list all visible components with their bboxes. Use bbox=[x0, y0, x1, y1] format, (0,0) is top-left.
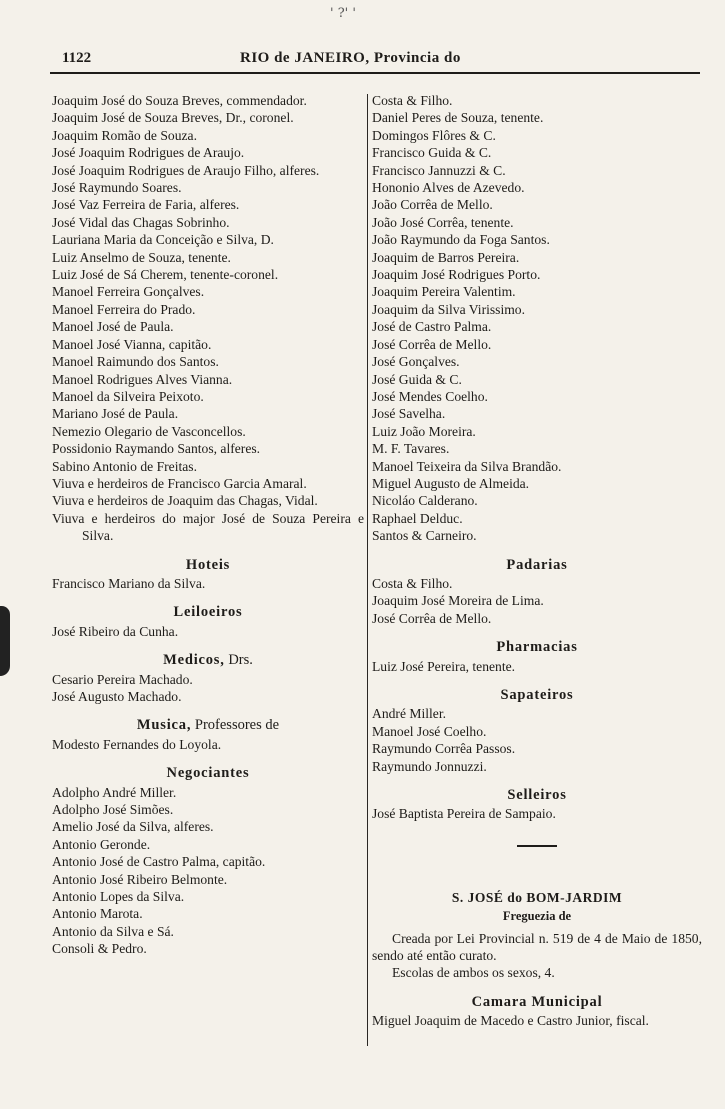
section-heading-negociantes: Negociantes bbox=[166, 765, 250, 782]
directory-entry: José Baptista Pereira de Sampaio. bbox=[372, 806, 556, 822]
directory-entry: Lauriana Maria da Conceição e Silva, D. bbox=[52, 232, 274, 248]
directory-entry: Sabino Antonio de Freitas. bbox=[52, 458, 197, 474]
directory-entry: Antonio Lopes da Silva. bbox=[52, 889, 185, 905]
directory-entry: Possidonio Raymando Santos, alferes. bbox=[52, 441, 261, 457]
directory-entry: Raymundo Jonnuzzi. bbox=[372, 758, 487, 774]
medicos-subheading: Drs. bbox=[224, 652, 253, 669]
directory-entry: Joaquim José do Souza Breves, commendador. bbox=[52, 93, 307, 108]
margin-ink-blot bbox=[0, 606, 10, 676]
directory-entry: Viuva e herdeiros de Francisco Garcia Amaral. bbox=[52, 475, 307, 491]
directory-entry: João Raymundo da Foga Santos. bbox=[372, 232, 550, 248]
directory-entry: João José Corrêa, tenente. bbox=[372, 214, 514, 230]
directory-entry: Joaquim da Silva Virissimo. bbox=[372, 301, 525, 317]
directory-entry: João Corrêa de Mello. bbox=[372, 197, 493, 213]
page-header bbox=[50, 48, 700, 72]
town-heading: S. JOSÉ do BOM-JARDIM bbox=[451, 889, 623, 905]
directory-entry: José Augusto Machado. bbox=[52, 689, 182, 704]
directory-entry: Manoel José Vianna, capitão. bbox=[52, 336, 212, 352]
directory-entry: José Vaz Ferreira de Faria, alferes. bbox=[52, 197, 240, 213]
directory-entry: José Vidal das Chagas Sobrinho. bbox=[52, 214, 230, 230]
directory-entry: Adolpho André Miller. bbox=[52, 784, 177, 800]
right-entries bbox=[372, 92, 702, 545]
directory-entry: Luiz José de Sá Cherem, tenente-coronel. bbox=[52, 267, 279, 283]
directory-entry: Joaquim José Moreira de Lima. bbox=[372, 593, 544, 609]
directory-entry: Amelio José da Silva, alferes. bbox=[52, 819, 214, 835]
directory-entry: Raphael Delduc. bbox=[372, 510, 463, 526]
musica-subheading: Professores de bbox=[191, 717, 280, 734]
right-column bbox=[372, 92, 702, 1030]
section-heading-selleiros: Selleiros bbox=[507, 787, 567, 804]
directory-entry: Nemezio Olegario de Vasconcellos. bbox=[52, 423, 246, 439]
directory-entry: Hononio Alves de Azevedo. bbox=[372, 180, 525, 196]
directory-entry: José Corrêa de Mello. bbox=[372, 610, 492, 626]
directory-entry: Adolpho José Simões. bbox=[52, 802, 174, 818]
column-divider bbox=[367, 94, 368, 1046]
town-subheading: Freguezia de bbox=[502, 909, 572, 924]
selleiros-entries bbox=[372, 805, 702, 822]
padarias-entries bbox=[372, 575, 702, 627]
directory-entry: Nicoláo Calderano. bbox=[372, 493, 478, 509]
left-column bbox=[52, 92, 364, 958]
directory-entry: Antonio da Silva e Sá. bbox=[52, 923, 174, 939]
page-title: RIO de JANEIRO, Provincia do bbox=[240, 50, 461, 66]
musica-entries bbox=[52, 736, 364, 753]
directory-entry: José Gonçalves. bbox=[372, 354, 460, 370]
medicos-entries bbox=[52, 671, 364, 706]
directory-entry: Joaquim José de Souza Breves, Dr., coronel. bbox=[52, 110, 294, 126]
section-heading-musica bbox=[52, 717, 364, 734]
directory-entry: Costa & Filho. bbox=[372, 93, 453, 108]
section-heading-hoteis: Hoteis bbox=[185, 556, 231, 573]
directory-entry: Mariano José de Paula. bbox=[52, 406, 179, 422]
directory-entry: Manoel Teixeira da Silva Brandão. bbox=[372, 458, 562, 474]
directory-entry: Joaquim de Barros Pereira. bbox=[372, 249, 520, 265]
directory-entry: M. F. Tavares. bbox=[372, 441, 450, 457]
directory-entry: Luiz Anselmo de Souza, tenente. bbox=[52, 249, 231, 265]
section-heading-pharmacias: Pharmacias bbox=[496, 639, 578, 656]
directory-entry: Daniel Peres de Souza, tenente. bbox=[372, 110, 544, 126]
town-paragraph-founding: Creada por Lei Provincial n. 519 de 4 de Maio de 1850, sendo até então curato. bbox=[372, 930, 702, 964]
directory-entry: José Corrêa de Mello. bbox=[372, 336, 492, 352]
directory-entry: Miguel Joaquim de Macedo e Castro Junior, fiscal. bbox=[372, 1013, 649, 1029]
section-heading-sapateiros: Sapateiros bbox=[500, 687, 574, 703]
sapateiros-entries bbox=[372, 705, 702, 775]
section-heading-leiloeiros: Leiloeiros bbox=[173, 604, 243, 621]
directory-entry: Antonio José Ribeiro Belmonte. bbox=[52, 871, 228, 887]
section-heading-camara: Camara Municipal bbox=[471, 993, 603, 1010]
directory-entry: Francisco Guida & C. bbox=[372, 145, 492, 161]
directory-entry: José Guida & C. bbox=[372, 371, 462, 387]
directory-entry: Manoel da Silveira Peixoto. bbox=[52, 388, 204, 404]
directory-entry: Miguel Augusto de Almeida. bbox=[372, 475, 530, 491]
directory-entry: Viuva e herdeiros de Joaquim das Chagas, Vidal. bbox=[52, 493, 318, 509]
directory-entry: Francisco Jannuzzi & C. bbox=[372, 162, 506, 178]
directory-entry: Raymundo Corrêa Passos. bbox=[372, 741, 516, 757]
directory-entry: Manoel José Coelho. bbox=[372, 723, 487, 739]
directory-entry: Antonio José de Castro Palma, capitão. bbox=[52, 854, 266, 870]
directory-entry: Luiz José Pereira, tenente. bbox=[372, 658, 516, 674]
page-number: 1122 bbox=[62, 50, 92, 66]
directory-entry: Costa & Filho. bbox=[372, 575, 453, 591]
directory-entry: José Ribeiro da Cunha. bbox=[52, 623, 179, 639]
directory-entry: Joaquim Pereira Valentim. bbox=[372, 284, 516, 300]
directory-entry: José Mendes Coelho. bbox=[372, 388, 488, 404]
directory-entry: Domingos Flôres & C. bbox=[372, 127, 496, 143]
directory-entry: Luiz João Moreira. bbox=[372, 423, 476, 439]
section-heading-padarias: Padarias bbox=[506, 556, 568, 573]
directory-entry: José Raymundo Soares. bbox=[52, 180, 182, 196]
pharmacias-entries bbox=[372, 658, 702, 675]
directory-entry: André Miller. bbox=[372, 706, 446, 722]
left-entries bbox=[52, 92, 364, 545]
directory-entry: Antonio Marota. bbox=[52, 906, 143, 922]
hoteis-entries bbox=[52, 575, 364, 592]
directory-entry: José Joaquim Rodrigues de Araujo. bbox=[52, 145, 245, 161]
directory-entry: Modesto Fernandes do Loyola. bbox=[52, 736, 222, 752]
section-heading-medicos bbox=[52, 652, 364, 669]
directory-entry: Manoel Ferreira Gonçalves. bbox=[52, 284, 205, 300]
directory-entry: José Joaquim Rodrigues de Araujo Filho, alferes. bbox=[52, 162, 320, 178]
section-separator bbox=[517, 845, 557, 847]
directory-entry: Joaquim Romão de Souza. bbox=[52, 127, 197, 143]
directory-entry: Manoel José de Paula. bbox=[52, 319, 174, 335]
directory-entry: José de Castro Palma. bbox=[372, 319, 492, 335]
negociantes-entries bbox=[52, 784, 364, 958]
directory-entry: Joaquim José Rodrigues Porto. bbox=[372, 267, 541, 283]
town-paragraph-schools: Escolas de ambos os sexos, 4. bbox=[392, 965, 555, 981]
directory-entry: Cesario Pereira Machado. bbox=[52, 671, 193, 687]
medicos-heading: Medicos, bbox=[163, 652, 225, 669]
directory-entry: Consoli & Pedro. bbox=[52, 941, 147, 957]
musica-heading: Musica, bbox=[136, 717, 192, 734]
directory-entry: Santos & Carneiro. bbox=[372, 528, 477, 544]
directory-entry: Antonio Geronde. bbox=[52, 836, 151, 852]
header-rule bbox=[50, 72, 700, 74]
directory-entry: José Savelha. bbox=[372, 406, 446, 422]
directory-entry: Viuva e herdeiros do major José de Souza Pereira e Silva. bbox=[52, 510, 364, 544]
directory-entry: Manoel Raimundo dos Santos. bbox=[52, 354, 219, 370]
top-ornament: ' ?' ' bbox=[330, 6, 356, 21]
directory-entry: Manoel Rodrigues Alves Vianna. bbox=[52, 371, 233, 387]
camara-entries bbox=[372, 1012, 702, 1029]
directory-entry: Manoel Ferreira do Prado. bbox=[52, 301, 196, 317]
leiloeiros-entries bbox=[52, 623, 364, 640]
directory-entry: Francisco Mariano da Silva. bbox=[52, 575, 206, 591]
